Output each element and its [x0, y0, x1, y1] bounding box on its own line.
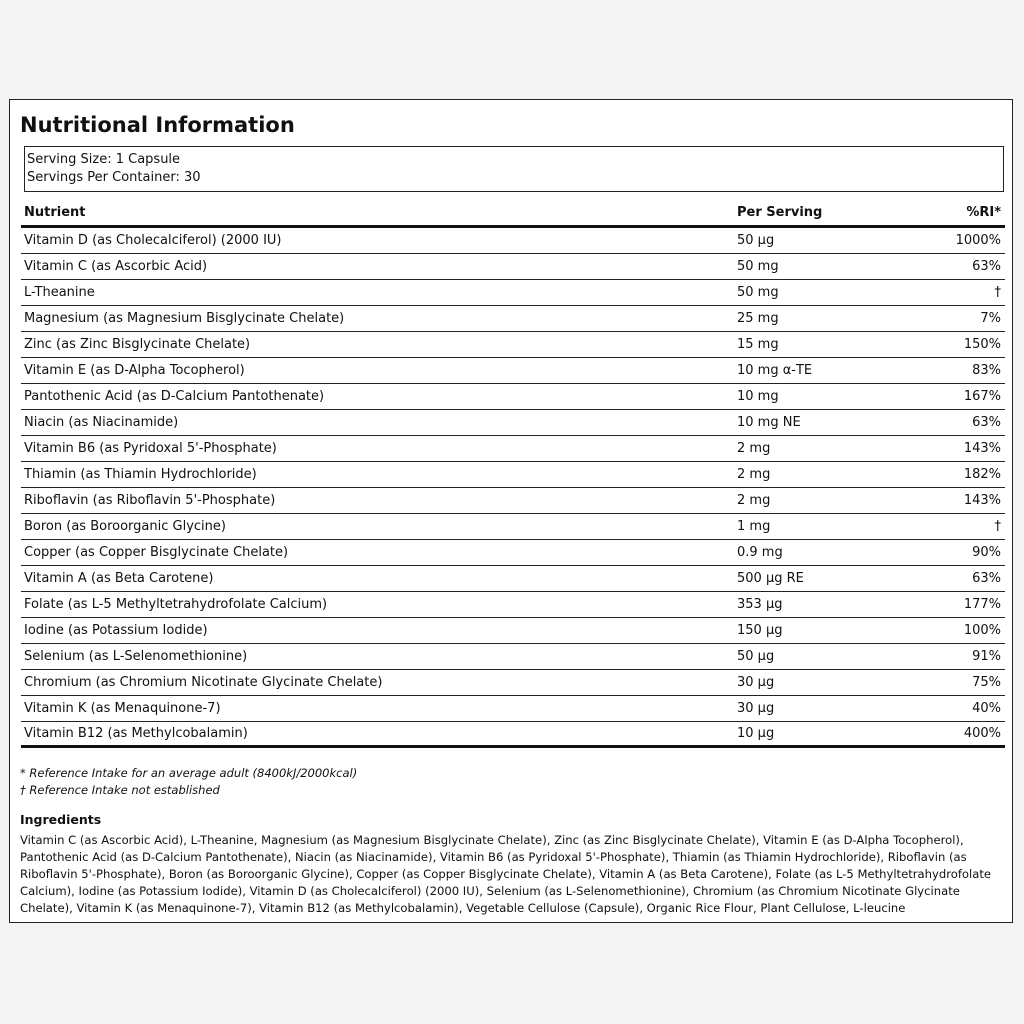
nutrient-name: Thiamin (as Thiamin Hydrochloride): [24, 466, 257, 482]
ri-value: 177%: [963, 596, 1001, 612]
table-row: [21, 618, 1005, 644]
nutrient-name: L-Theanine: [24, 284, 95, 300]
per-serving-value: 10 mg NE: [737, 414, 801, 430]
nutrient-name: Magnesium (as Magnesium Bisglycinate Chelate): [24, 310, 345, 326]
ri-value: 83%: [972, 362, 1001, 378]
serving-size: Serving Size: 1 Capsule: [27, 152, 181, 167]
nutrient-name: Pantothenic Acid (as D-Calcium Pantothenate): [24, 388, 325, 404]
per-serving-value: 10 mg α-TE: [737, 362, 813, 378]
per-serving-value: 25 mg: [737, 310, 779, 326]
ri-footnote: * Reference Intake for an average adult (8400kJ/2000kcal): [20, 766, 358, 780]
table-row: [21, 540, 1005, 566]
nutrient-name: Vitamin A (as Beta Carotene): [24, 570, 214, 586]
nutrient-name: Vitamin D (as Cholecalciferol) (2000 IU): [24, 232, 282, 248]
per-serving-value: 30 µg: [737, 674, 775, 690]
table-row: [21, 566, 1005, 592]
table-row: [21, 592, 1005, 618]
nutrient-name: Folate (as L-5 Methyltetrahydrofolate Calcium): [24, 596, 328, 612]
table-row: [21, 410, 1005, 436]
ri-value: 7%: [980, 310, 1001, 326]
table-row: [21, 514, 1005, 540]
table-row: [21, 254, 1005, 280]
nutrition-panel: [9, 99, 1013, 923]
ri-value: 75%: [972, 674, 1001, 690]
nutrient-name: Iodine (as Potassium Iodide): [24, 622, 208, 638]
servings-per-container: Servings Per Container: 30: [27, 170, 201, 185]
ri-value: 143%: [963, 492, 1001, 508]
nutrient-name: Chromium (as Chromium Nicotinate Glycinate Chelate): [24, 674, 383, 690]
footnotes: [20, 765, 357, 799]
per-serving-value: 50 mg: [737, 258, 779, 274]
nutrient-name: Boron (as Boroorganic Glycine): [24, 518, 226, 534]
per-serving-value: 50 µg: [737, 648, 775, 664]
ri-value: 63%: [972, 570, 1001, 586]
ri-value: 40%: [972, 700, 1001, 716]
dagger-footnote: † Reference Intake not established: [20, 783, 220, 797]
ri-value: 63%: [972, 414, 1001, 430]
table-row: [21, 462, 1005, 488]
per-serving-value: 50 mg: [737, 284, 779, 300]
table-row: [21, 722, 1005, 748]
table-row: [21, 306, 1005, 332]
table-row: [21, 644, 1005, 670]
per-serving-value: 10 µg: [737, 725, 775, 741]
ri-value: 91%: [972, 648, 1001, 664]
per-serving-value: 2 mg: [737, 466, 771, 482]
per-serving-value: 15 mg: [737, 336, 779, 352]
nutrient-name: Copper (as Copper Bisglycinate Chelate): [24, 544, 289, 560]
per-serving-value: 10 mg: [737, 388, 779, 404]
ingredients-text: Vitamin C (as Ascorbic Acid), L-Theanine, Magnesium (as Magnesium Bisglycinate Chelate), Zinc (as Zinc Bisglycinate Chelate), Vitamin E (as D-Alpha Tocopherol), Pantothenic Acid (as D-Calcium Pantothenate), Niacin (as Niacinamide), Vitamin B6 (as Pyridoxal 5'-Phosphate), Thiamin (as Thiamin Hydrochloride), Riboflavin (as Riboflavin 5'-Phosphate), Boron (as Boroorganic Glycine), Copper (as Copper Bisglycinate Chelate), Vitamin A (as Beta Carotene), Folate (as L-5 Methyltetrahydrofolate Calcium), Iodine (as Potassium Iodide), Vitamin D (as Cholecalciferol) (2000 IU), Selenium (as L-Selenomethionine), Chromium (as Chromium Nicotinate Glycinate Chelate), Vitamin K (as Menaquinone-7), Vitamin B12 (as Methylcobalamin), Vegetable Cellulose (Capsule), Organic Rice Flour, Plant Cellulose, L-leucine: [20, 833, 992, 915]
table-header-row: [21, 200, 1005, 228]
ri-value: 167%: [963, 388, 1001, 404]
ri-value: 182%: [963, 466, 1001, 482]
per-serving-value: 2 mg: [737, 492, 771, 508]
header-per-serving: Per Serving: [737, 204, 823, 220]
nutrient-name: Niacin (as Niacinamide): [24, 414, 179, 430]
nutrient-name: Riboflavin (as Riboflavin 5'-Phosphate): [24, 492, 276, 508]
per-serving-value: 353 µg: [737, 596, 783, 612]
table-row: [21, 228, 1005, 254]
nutrient-name: Vitamin B12 (as Methylcobalamin): [24, 725, 248, 741]
nutrient-name: Zinc (as Zinc Bisglycinate Chelate): [24, 336, 251, 352]
table-row: [21, 696, 1005, 722]
header-nutrient: Nutrient: [24, 204, 86, 220]
nutrient-name: Selenium (as L-Selenomethionine): [24, 648, 248, 664]
per-serving-value: 0.9 mg: [737, 544, 783, 560]
serving-info-box: [24, 146, 1004, 192]
per-serving-value: 150 µg: [737, 622, 783, 638]
per-serving-value: 500 µg RE: [737, 570, 804, 586]
ri-value: 400%: [963, 725, 1001, 741]
table-row: [21, 358, 1005, 384]
ri-value: 143%: [963, 440, 1001, 456]
nutrient-name: Vitamin B6 (as Pyridoxal 5'-Phosphate): [24, 440, 277, 456]
table-row: [21, 384, 1005, 410]
nutrient-name: Vitamin K (as Menaquinone-7): [24, 700, 221, 716]
nutrient-table: [21, 200, 1005, 748]
page-title: Nutritional Information: [20, 113, 295, 137]
per-serving-value: 50 µg: [737, 232, 775, 248]
nutrient-name: Vitamin E (as D-Alpha Tocopherol): [24, 362, 245, 378]
ingredients-title: Ingredients: [20, 812, 102, 827]
ri-value: 63%: [972, 258, 1001, 274]
ri-value: 90%: [972, 544, 1001, 560]
per-serving-value: 30 µg: [737, 700, 775, 716]
header-ri: %RI*: [966, 204, 1001, 220]
per-serving-value: 1 mg: [737, 518, 771, 534]
ri-value: †: [994, 518, 1001, 534]
table-row: [21, 280, 1005, 306]
table-row: [21, 436, 1005, 462]
nutrient-name: Vitamin C (as Ascorbic Acid): [24, 258, 208, 274]
table-row: [21, 332, 1005, 358]
ri-value: 1000%: [955, 232, 1001, 248]
table-row: [21, 488, 1005, 514]
ri-value: †: [994, 284, 1001, 300]
ri-value: 150%: [963, 336, 1001, 352]
per-serving-value: 2 mg: [737, 440, 771, 456]
table-row: [21, 670, 1005, 696]
ri-value: 100%: [963, 622, 1001, 638]
